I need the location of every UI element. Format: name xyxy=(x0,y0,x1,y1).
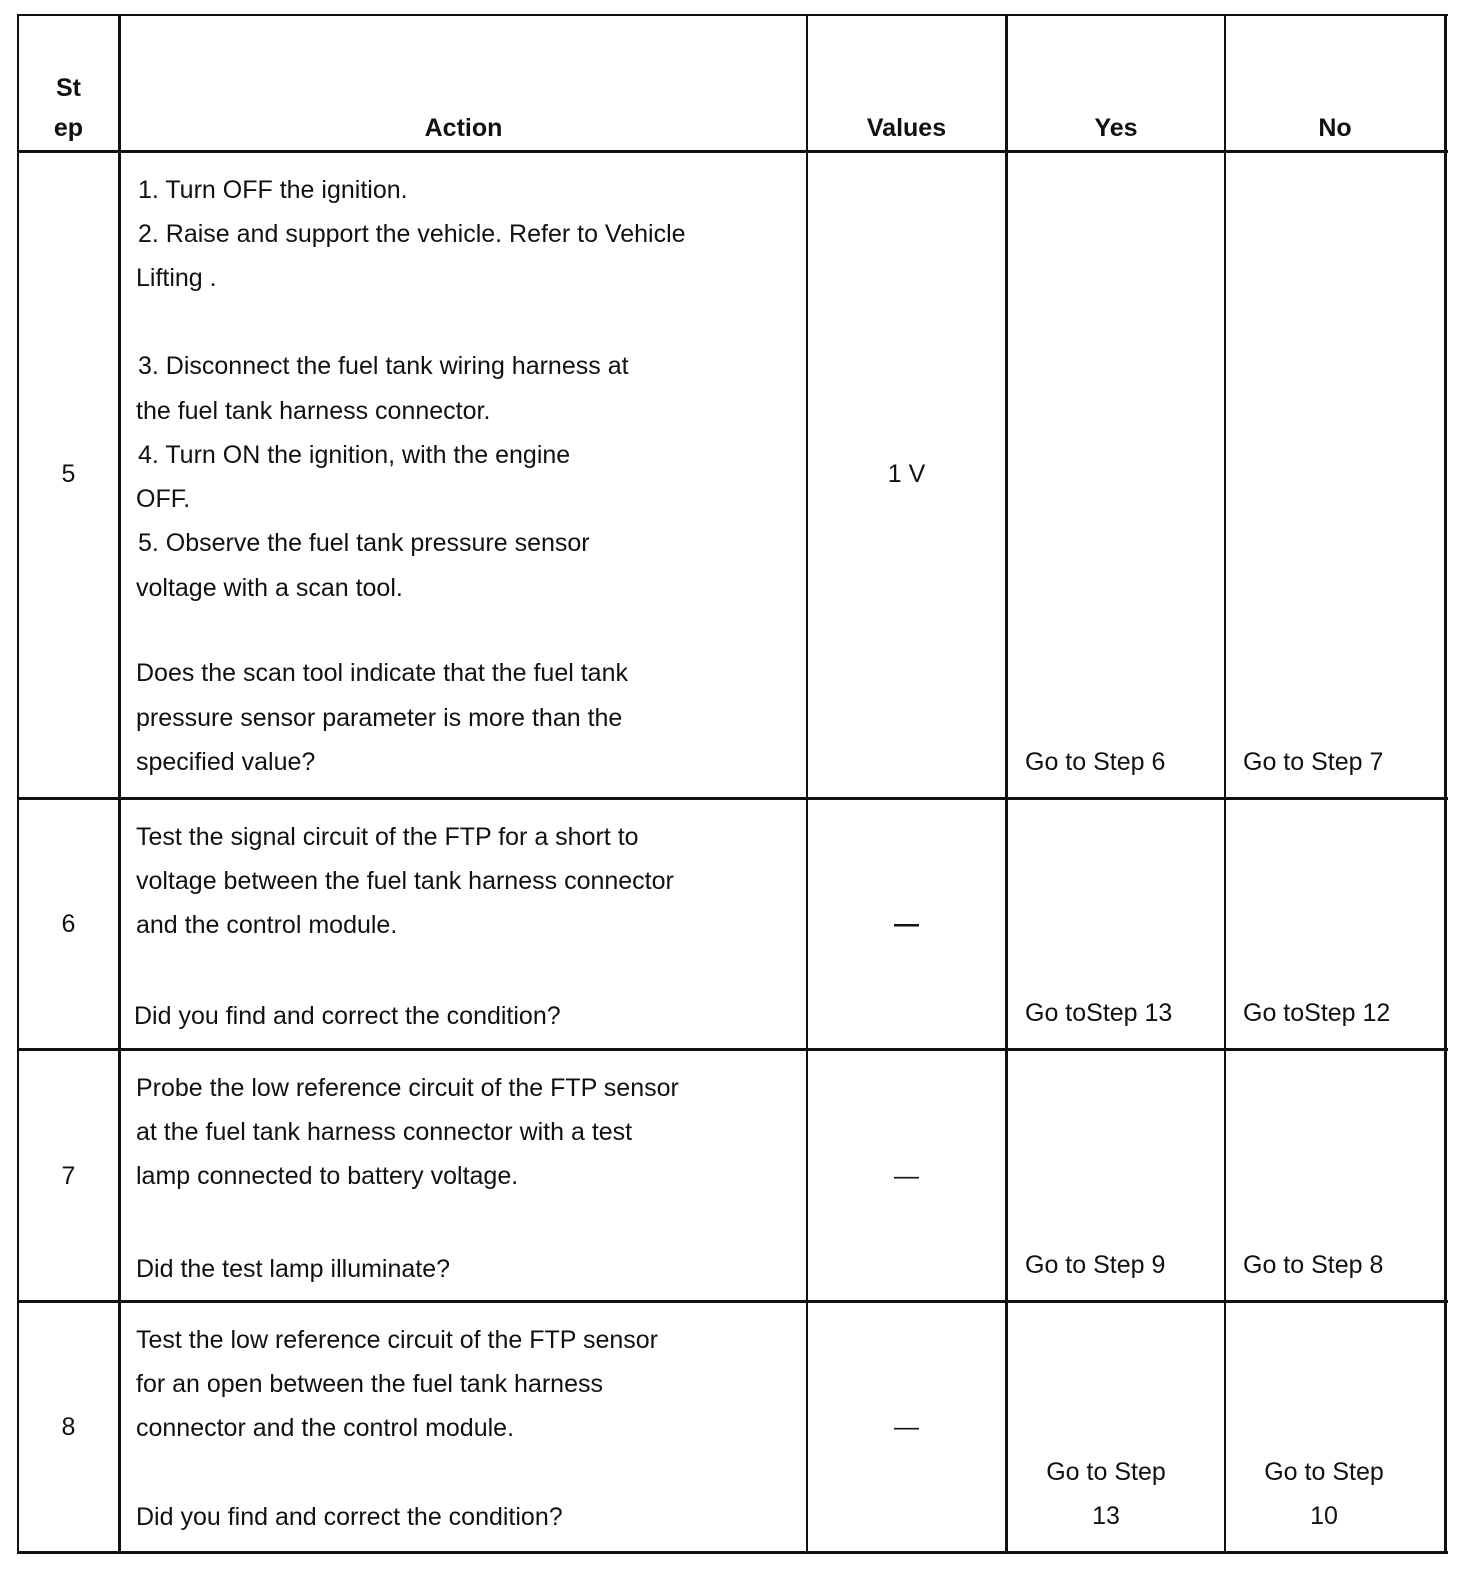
header-action: Action xyxy=(424,114,503,142)
yes-link[interactable]: Go to Step 6 xyxy=(1025,748,1166,776)
action-line: Test the low reference circuit of the FTP sensor xyxy=(136,1326,658,1354)
table-border-right xyxy=(1444,14,1447,1554)
no-link-line-2: 10 xyxy=(1310,1502,1338,1530)
action-question: specified value? xyxy=(136,748,316,776)
header-no: No xyxy=(1318,114,1352,142)
step-number: 6 xyxy=(61,910,76,938)
action-line: Lifting . xyxy=(136,264,217,292)
value-dash: — xyxy=(894,1162,919,1190)
table-border-bottom xyxy=(17,1551,1448,1554)
step-number: 5 xyxy=(61,460,76,488)
action-line: Probe the low reference circuit of the FTP sensor xyxy=(136,1074,679,1102)
no-link[interactable]: Go toStep 12 xyxy=(1243,999,1391,1027)
column-divider xyxy=(118,14,121,1554)
action-line: Test the signal circuit of the FTP for a short to xyxy=(136,823,639,851)
header-values: Values xyxy=(866,114,947,142)
header-step-line-1: St xyxy=(56,74,81,102)
action-line: voltage between the fuel tank harness connector xyxy=(136,867,674,895)
value-dash: — xyxy=(894,1413,919,1441)
yes-link-line-2: 13 xyxy=(1092,1502,1120,1530)
action-line: 3. Disconnect the fuel tank wiring harness at xyxy=(138,352,629,380)
action-line: 5. Observe the fuel tank pressure sensor xyxy=(138,529,590,557)
yes-link[interactable]: Go to Step 9 xyxy=(1025,1251,1166,1279)
action-line: voltage with a scan tool. xyxy=(136,574,403,602)
table-border-top xyxy=(17,14,1448,16)
row-divider xyxy=(17,1300,1448,1303)
yes-link-line-1: Go to Step xyxy=(1046,1458,1166,1486)
no-link-line-1: Go to Step xyxy=(1264,1458,1384,1486)
action-line: connector and the control module. xyxy=(136,1414,515,1442)
no-link[interactable]: Go to Step 7 xyxy=(1243,748,1384,776)
header-step xyxy=(19,68,118,148)
header-step-line-2: ep xyxy=(53,114,84,142)
row-divider xyxy=(17,797,1448,800)
table-border-left xyxy=(17,14,19,1554)
action-line: lamp connected to battery voltage. xyxy=(136,1162,519,1190)
step-number: 8 xyxy=(61,1413,76,1441)
action-line: the fuel tank harness connector. xyxy=(136,397,491,425)
action-question: Did you find and correct the condition? xyxy=(134,1002,561,1030)
action-line: at the fuel tank harness connector with a test xyxy=(136,1118,633,1146)
step-number: 7 xyxy=(61,1162,76,1190)
action-question: pressure sensor parameter is more than the xyxy=(136,704,623,732)
yes-link[interactable]: Go toStep 13 xyxy=(1025,999,1173,1027)
action-line: OFF. xyxy=(136,485,191,513)
column-divider xyxy=(1224,14,1226,1554)
action-line: 2. Raise and support the vehicle. Refer to Vehicle xyxy=(138,220,686,248)
column-divider xyxy=(1005,14,1008,1554)
action-line: and the control module. xyxy=(136,911,398,939)
action-question: Did you find and correct the condition? xyxy=(136,1503,563,1531)
no-link[interactable]: Go to Step 8 xyxy=(1243,1251,1384,1279)
no-link[interactable] xyxy=(1226,1450,1422,1538)
row-divider xyxy=(17,1048,1448,1051)
action-question: Does the scan tool indicate that the fuel tank xyxy=(136,659,628,687)
column-divider xyxy=(806,14,808,1554)
header-divider xyxy=(17,150,1448,153)
header-yes: Yes xyxy=(1094,114,1138,142)
action-question: Did the test lamp illuminate? xyxy=(136,1255,451,1283)
yes-link[interactable] xyxy=(1008,1450,1204,1538)
action-line: 1. Turn OFF the ignition. xyxy=(138,176,408,204)
value-cell: 1 V xyxy=(887,460,926,488)
action-line: for an open between the fuel tank harness xyxy=(136,1370,603,1398)
value-dash: — xyxy=(894,910,919,938)
action-line: 4. Turn ON the ignition, with the engine xyxy=(138,441,571,469)
